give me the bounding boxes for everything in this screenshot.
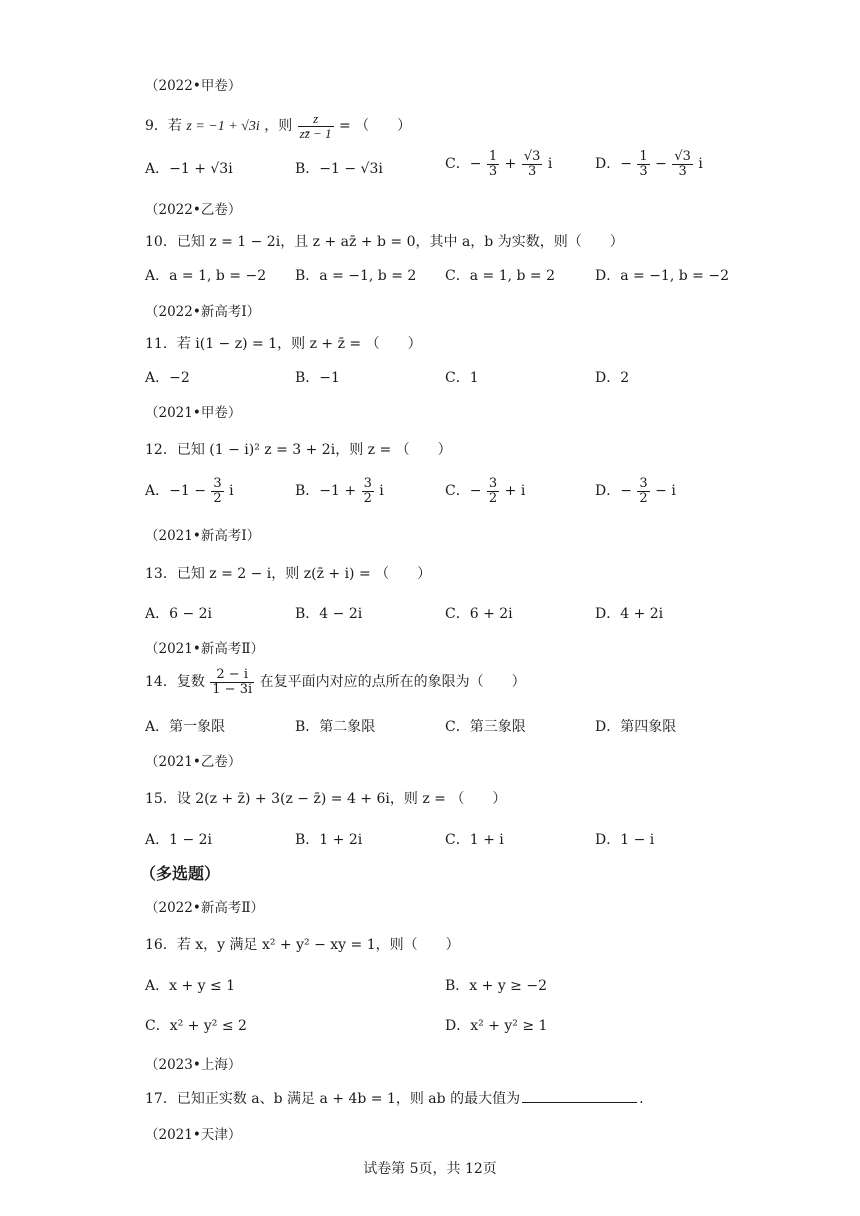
question-13: 13．已知 z = 2 − i，则 z(z̄ + i) = （ ）	[145, 566, 432, 582]
option-a[interactable]: A．−2	[145, 370, 190, 386]
source-label: （2023•上海）	[145, 1057, 242, 1073]
option-b[interactable]: B．第二象限	[295, 719, 376, 735]
fraction-denominator: 2	[213, 490, 222, 506]
question-9-number: 9．若	[145, 118, 182, 135]
option-label: D．−	[595, 156, 632, 173]
answer-blank[interactable]	[522, 1088, 637, 1103]
fraction-denominator: zz̄ − 1	[299, 125, 332, 141]
option-a[interactable]: A．第一象限	[145, 719, 226, 735]
option-b[interactable]: B．x + y ≥ −2	[445, 978, 547, 994]
question-14	[145, 668, 526, 696]
question-9-expr: z = −1 + √3i	[186, 119, 260, 135]
option-tail: i	[229, 483, 234, 500]
option-b[interactable]: B．a = −1, b = 2	[295, 268, 417, 284]
operator: +	[504, 156, 517, 173]
option-tail: i	[379, 483, 384, 500]
fraction-denominator: 2	[363, 490, 372, 506]
question-11: 11．若 i(1 − z) = 1，则 z + z̄ = （ ）	[145, 336, 422, 352]
source-label: （2021•新高考Ⅰ）	[145, 528, 261, 544]
option-a[interactable]	[145, 477, 234, 505]
fraction-denominator: 3	[639, 163, 648, 179]
option-d[interactable]: D．a = −1, b = −2	[595, 268, 729, 284]
source-label: （2022•乙卷）	[145, 202, 242, 218]
option-d[interactable]: D．4 + 2i	[595, 606, 664, 622]
option-a[interactable]: A．x + y ≤ 1	[145, 978, 236, 994]
option-b[interactable]: B．−1 − √3i	[295, 161, 383, 177]
question-14-prefix: 14．复数	[145, 674, 205, 691]
fraction-numerator: 3	[363, 476, 372, 491]
option-d[interactable]: D．第四象限	[595, 719, 677, 735]
source-label: （2021•甲卷）	[145, 405, 242, 421]
question-9	[145, 112, 411, 140]
source-label: （2021•天津）	[145, 1127, 242, 1143]
fraction-denominator: 3	[678, 163, 687, 179]
question-17	[145, 1088, 644, 1108]
imaginary-unit: i	[698, 156, 703, 173]
fraction-numerator: 1	[639, 149, 648, 164]
question-9-tail: = （ ）	[339, 118, 412, 135]
option-label: C．−	[445, 483, 482, 500]
fraction-denominator: 1 − 3i	[212, 681, 253, 697]
source-label: （2022•甲卷）	[145, 78, 242, 94]
option-c[interactable]: C．1	[445, 370, 479, 386]
question-17-period: .	[639, 1091, 644, 1107]
option-label: B．−1 +	[295, 483, 357, 500]
page-footer: 试卷第 5页，共 12页	[363, 1161, 497, 1177]
fraction-denominator: 2	[639, 490, 648, 506]
option-a[interactable]: A．6 − 2i	[145, 606, 213, 622]
option-b[interactable]: B．4 − 2i	[295, 606, 363, 622]
question-16: 16．若 x，y 满足 x² + y² − xy = 1，则（ ）	[145, 937, 460, 953]
fraction-numerator: 3	[213, 476, 222, 491]
option-b[interactable]: B．−1	[295, 370, 340, 386]
option-c[interactable]: C．1 + i	[445, 832, 504, 848]
question-10: 10．已知 z = 1 − 2i，且 z + az̄ + b = 0，其中 a，b 为实数，则（ ）	[145, 234, 624, 250]
option-a[interactable]: A．−1 + √3i	[145, 161, 233, 177]
option-c[interactable]: C．a = 1, b = 2	[445, 268, 555, 284]
option-c[interactable]: C．第三象限	[445, 719, 526, 735]
question-9-fraction	[298, 112, 334, 140]
option-c[interactable]	[445, 477, 525, 505]
question-17-text: 17．已知正实数 a、b 满足 a + 4b = 1，则 ab 的最大值为	[145, 1091, 521, 1107]
fraction-numerator: 2 − i	[210, 668, 254, 683]
source-label: （2022•新高考Ⅰ）	[145, 304, 261, 320]
option-label: A．−1 −	[145, 483, 206, 500]
option-d[interactable]	[595, 477, 676, 505]
fraction-denominator: 3	[527, 163, 537, 179]
fraction-numerator: z	[298, 112, 334, 127]
option-d[interactable]	[595, 150, 703, 178]
fraction-numerator: 3	[639, 476, 648, 491]
option-d[interactable]: D．x² + y² ≥ 1	[445, 1018, 548, 1034]
option-c[interactable]: C．6 + 2i	[445, 606, 513, 622]
fraction-numerator: √3	[523, 149, 541, 164]
operator: −	[655, 156, 667, 173]
fraction-numerator: 3	[488, 476, 498, 491]
fraction-numerator: 1	[488, 149, 498, 164]
option-d[interactable]: D．1 − i	[595, 832, 655, 848]
option-b[interactable]	[295, 477, 384, 505]
option-tail: + i	[504, 483, 526, 500]
fraction-numerator: √3	[674, 149, 691, 164]
option-label: C．−	[445, 156, 482, 173]
option-label: D．−	[595, 483, 632, 500]
option-a[interactable]: A．1 − 2i	[145, 832, 213, 848]
question-14-suffix: 在复平面内对应的点所在的象限为（ ）	[259, 674, 526, 691]
option-tail: − i	[655, 483, 676, 500]
option-c[interactable]: C．x² + y² ≤ 2	[145, 1018, 247, 1034]
fraction-denominator: 3	[488, 163, 498, 179]
option-c[interactable]	[445, 150, 552, 178]
imaginary-unit: i	[547, 156, 553, 173]
fraction-denominator: 2	[488, 490, 498, 506]
option-d[interactable]: D．2	[595, 370, 630, 386]
question-15: 15．设 2(z + z̄) + 3(z − z̄) = 4 + 6i，则 z = （ ）	[145, 791, 507, 807]
question-9-mid: ，则	[264, 118, 293, 135]
source-label: （2021•乙卷）	[145, 754, 242, 770]
option-b[interactable]: B．1 + 2i	[295, 832, 363, 848]
option-a[interactable]: A．a = 1, b = −2	[145, 268, 267, 284]
question-12: 12．已知 (1 − i)² z = 3 + 2i，则 z = （ ）	[145, 442, 452, 458]
source-label: （2022•新高考Ⅱ）	[145, 900, 264, 916]
section-heading: （多选题）	[140, 864, 221, 883]
source-label: （2021•新高考Ⅱ）	[145, 641, 264, 657]
